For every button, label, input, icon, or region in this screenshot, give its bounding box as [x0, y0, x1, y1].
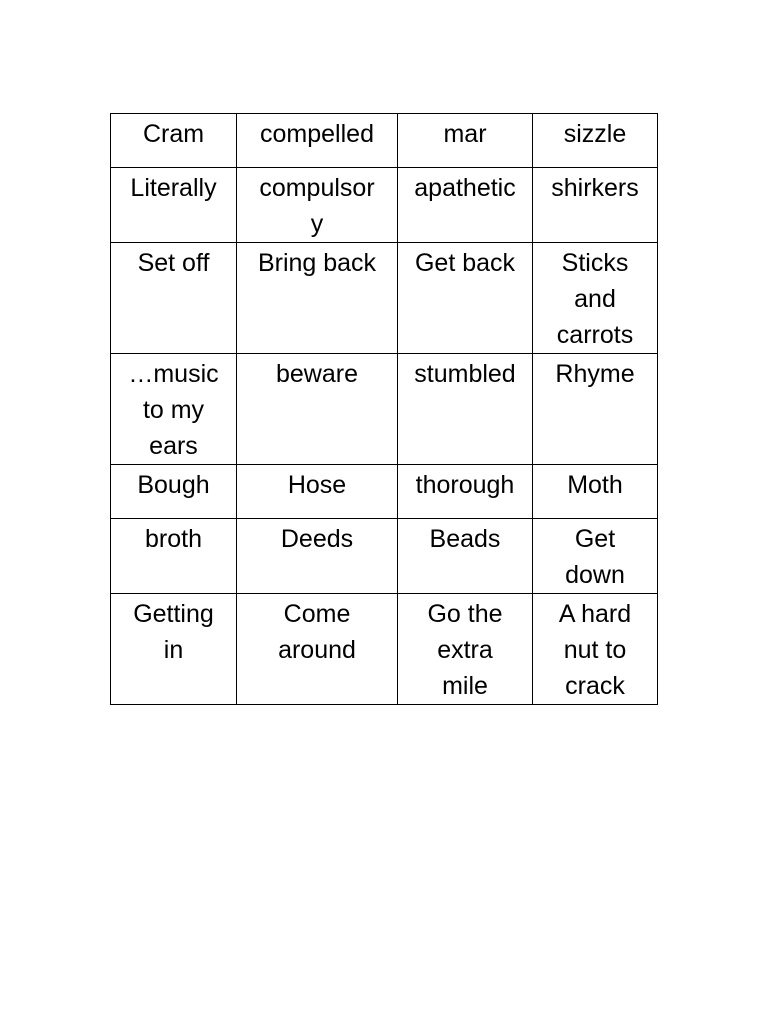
table-cell: compelled — [237, 114, 398, 168]
table-row — [111, 519, 658, 594]
table-row — [111, 465, 658, 519]
table-row — [111, 114, 658, 168]
table-cell: Bring back — [237, 243, 398, 354]
table-cell: stumbled — [398, 354, 533, 465]
table-cell: Literally — [111, 168, 237, 243]
table-cell: Get back — [398, 243, 533, 354]
table-cell: Deeds — [237, 519, 398, 594]
table-cell: Sticks and carrots — [533, 243, 658, 354]
table-cell: apathetic — [398, 168, 533, 243]
table-cell: Rhyme — [533, 354, 658, 465]
table-cell: broth — [111, 519, 237, 594]
table-cell: Hose — [237, 465, 398, 519]
table-cell: mar — [398, 114, 533, 168]
table-cell: sizzle — [533, 114, 658, 168]
table-row — [111, 243, 658, 354]
word-table — [110, 113, 658, 705]
table-cell: Beads — [398, 519, 533, 594]
table-cell: Bough — [111, 465, 237, 519]
table-cell: compulsor y — [237, 168, 398, 243]
table-row — [111, 168, 658, 243]
table-cell: Come around — [237, 594, 398, 705]
table-cell: beware — [237, 354, 398, 465]
table-cell: Cram — [111, 114, 237, 168]
table-cell: thorough — [398, 465, 533, 519]
table-cell: Get down — [533, 519, 658, 594]
table-cell: A hard nut to crack — [533, 594, 658, 705]
table-row — [111, 594, 658, 705]
table-cell: …music to my ears — [111, 354, 237, 465]
table-cell: shirkers — [533, 168, 658, 243]
table-cell: Go the extra mile — [398, 594, 533, 705]
table-cell: Getting in — [111, 594, 237, 705]
table-cell: Set off — [111, 243, 237, 354]
table-row — [111, 354, 658, 465]
table-cell: Moth — [533, 465, 658, 519]
